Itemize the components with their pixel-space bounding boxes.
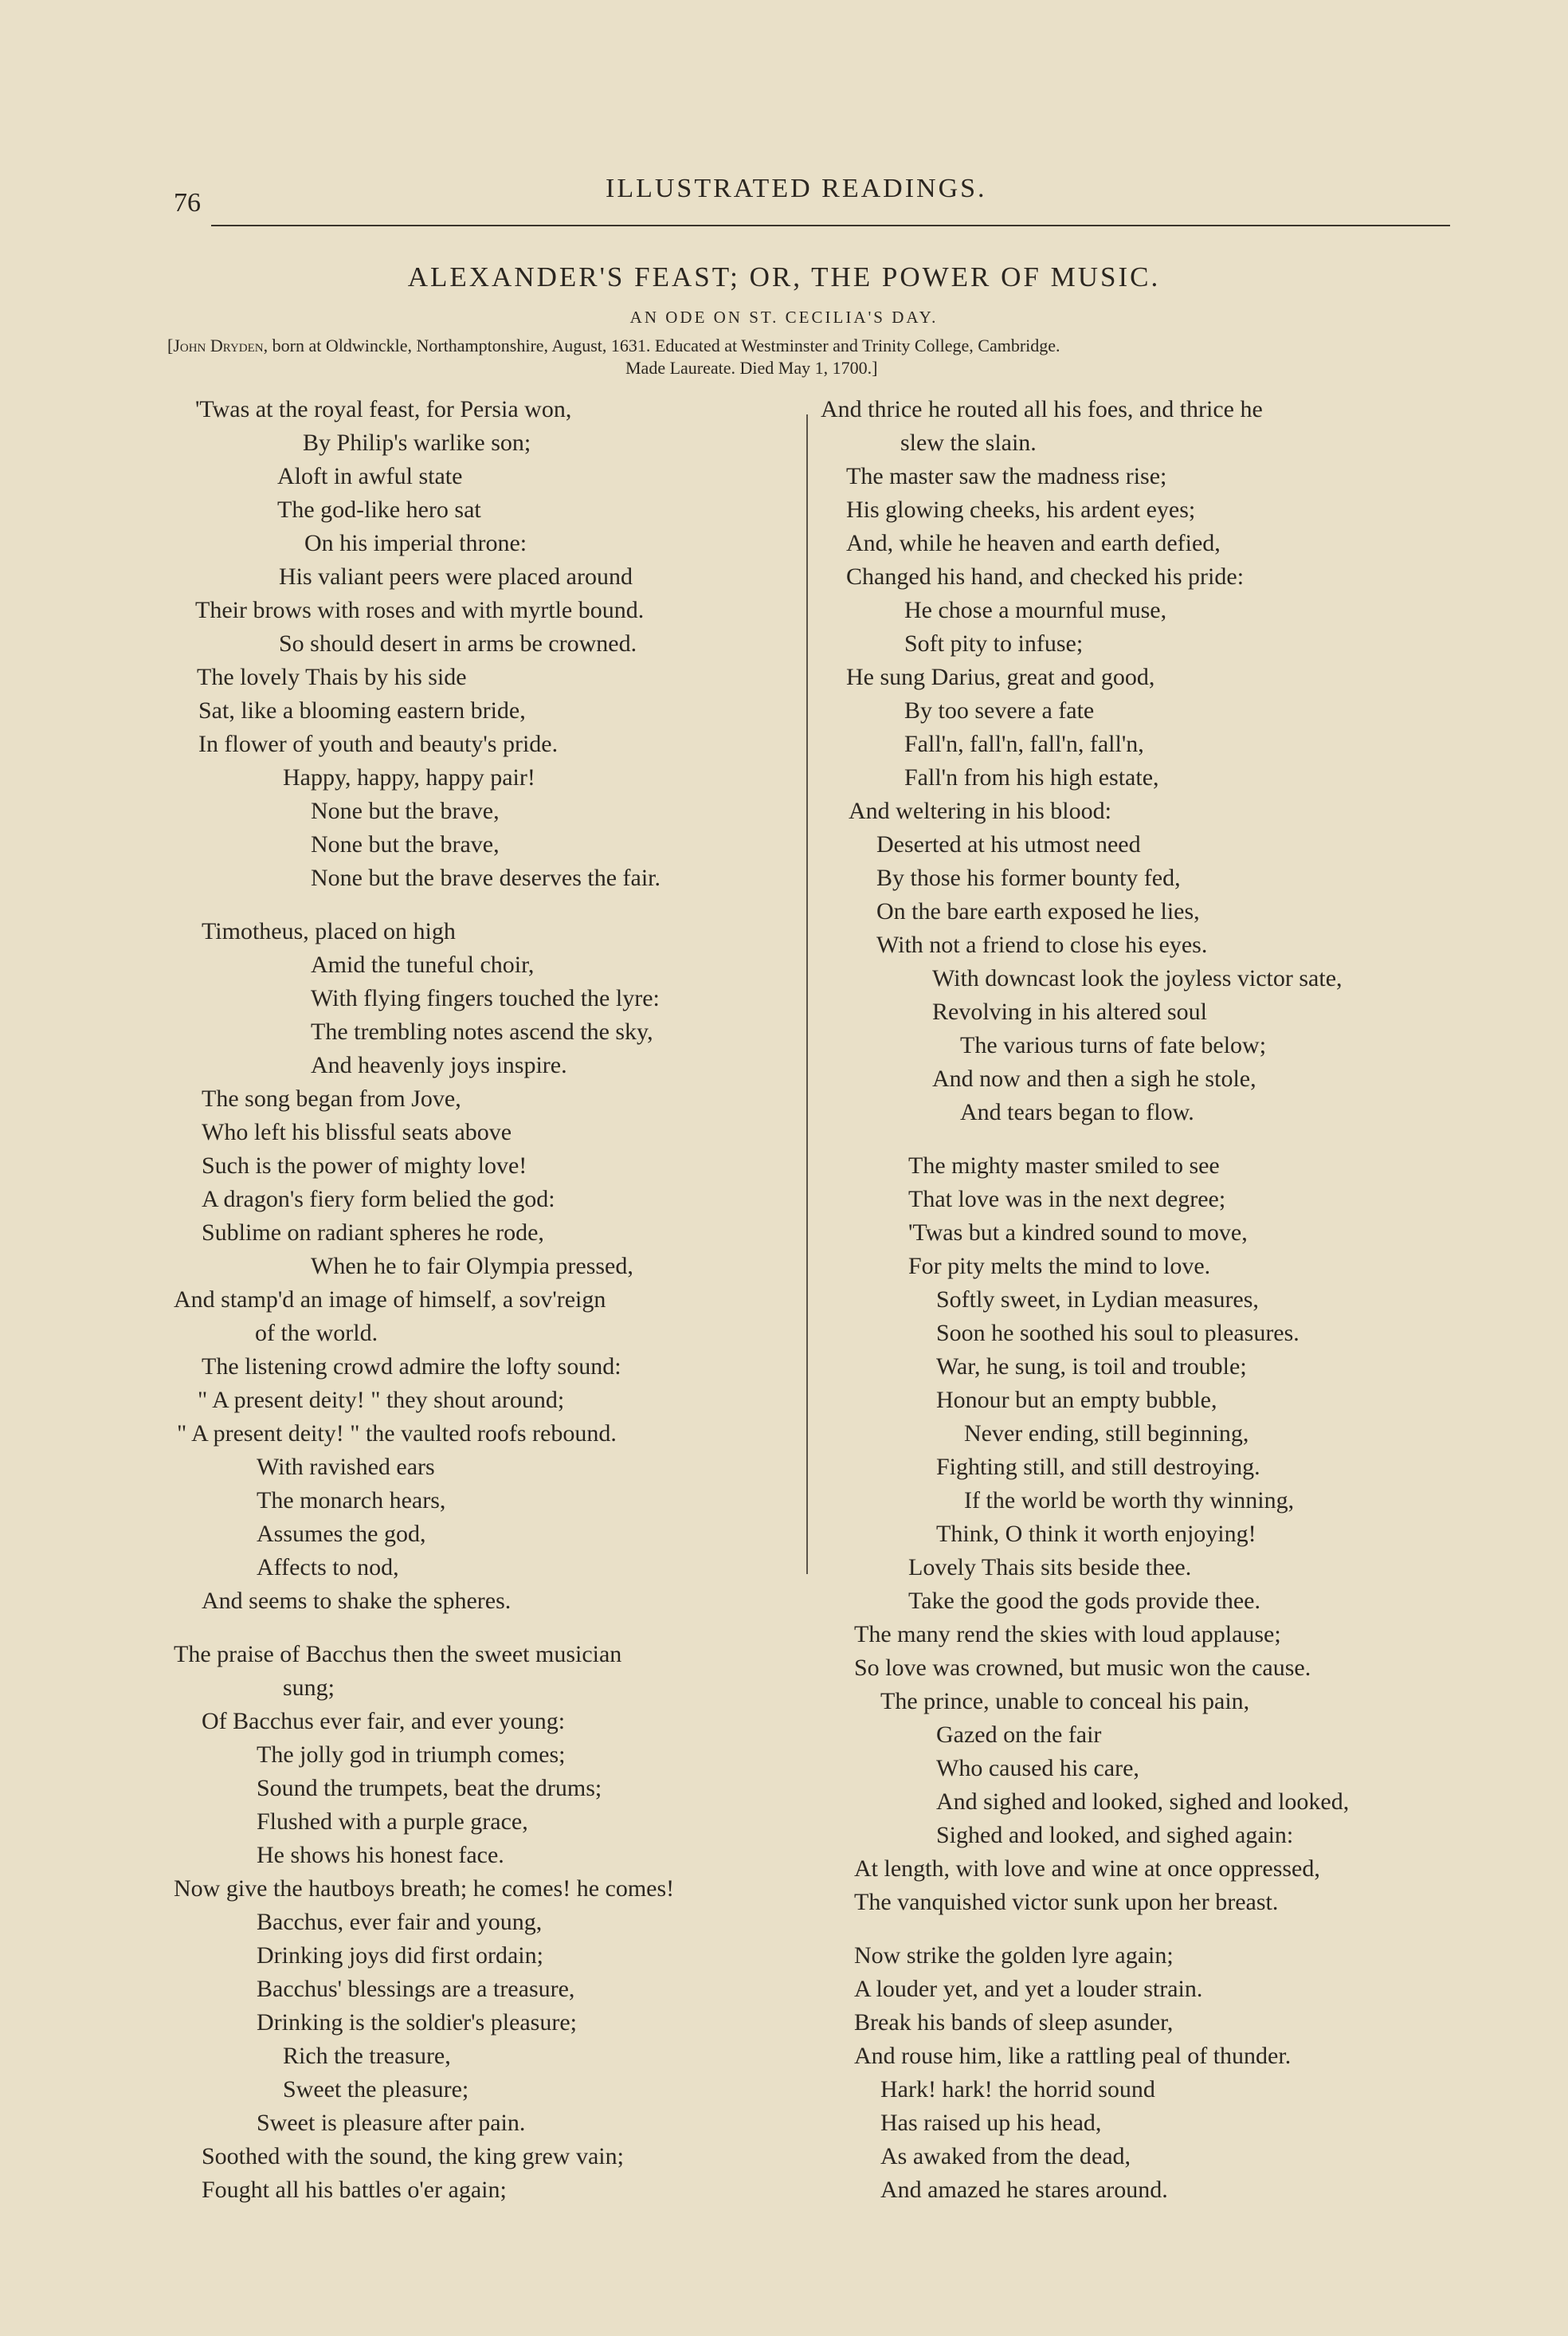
right-verse-line: The prince, unable to conceal his pain, — [880, 1688, 1250, 1714]
right-verse-line: That love was in the next degree; — [908, 1186, 1226, 1212]
right-verse-line: Softly sweet, in Lydian measures, — [936, 1286, 1259, 1313]
right-verse-line: For pity melts the mind to love. — [908, 1253, 1211, 1279]
right-verse-line: And now and then a sigh he stole, — [932, 1066, 1256, 1092]
left-verse-line: of the world. — [255, 1320, 378, 1346]
right-verse-line: Changed his hand, and checked his pride: — [846, 563, 1245, 590]
right-verse-line: Fighting still, and still destroying. — [936, 1454, 1260, 1480]
left-verse-line: The lovely Thais by his side — [197, 664, 467, 690]
left-verse-line: Drinking joys did first ordain; — [257, 1942, 543, 1969]
right-verse-line: So love was crowned, but music won the cause. — [854, 1655, 1311, 1681]
left-verse-line: None but the brave, — [311, 798, 500, 824]
right-verse-line: Deserted at his utmost need — [876, 831, 1141, 858]
right-verse-line: Fall'n, fall'n, fall'n, fall'n, — [904, 731, 1144, 757]
right-verse-line: Now strike the golden lyre again; — [854, 1942, 1174, 1969]
left-verse-line: Sat, like a blooming eastern bride, — [198, 697, 526, 724]
left-verse-line: Of Bacchus ever fair, and ever young: — [202, 1708, 566, 1734]
right-verse-line: The vanquished victor sunk upon her breast. — [854, 1889, 1279, 1915]
right-verse-line: Take the good the gods provide thee. — [908, 1588, 1260, 1614]
left-verse-line: Flushed with a purple grace, — [257, 1808, 528, 1835]
left-verse-line: None but the brave deserves the fair. — [311, 865, 661, 891]
right-verse-line: Honour but an empty bubble, — [936, 1387, 1217, 1413]
left-verse-line: And heavenly joys inspire. — [311, 1052, 567, 1078]
left-verse-line: The trembling notes ascend the sky, — [311, 1019, 653, 1045]
left-verse-line: Rich the treasure, — [283, 2043, 451, 2069]
right-verse-line: The mighty master smiled to see — [908, 1152, 1220, 1179]
left-verse-line: By Philip's warlike son; — [303, 430, 531, 456]
left-verse-line: Bacchus, ever fair and young, — [257, 1909, 543, 1935]
right-verse-line: Soft pity to infuse; — [904, 630, 1084, 657]
left-verse-line: Bacchus' blessings are a treasure, — [257, 1976, 575, 2002]
left-verse-line: None but the brave, — [311, 831, 500, 858]
right-verse-line: And weltering in his blood: — [849, 798, 1111, 824]
right-verse-line: Sighed and looked, and sighed again: — [936, 1822, 1294, 1848]
right-verse-line: And sighed and looked, sighed and looked, — [936, 1788, 1350, 1815]
left-verse-line: Their brows with roses and with myrtle bound. — [195, 597, 645, 623]
left-verse-line: Sweet the pleasure; — [283, 2076, 469, 2102]
poem-subtitle: AN ODE ON ST. CECILIA'S DAY. — [629, 308, 939, 327]
right-verse-line: By those his former bounty fed, — [876, 865, 1181, 891]
left-verse-line: His valiant peers were placed around — [279, 563, 633, 590]
left-verse-line: With flying fingers touched the lyre: — [311, 985, 660, 1011]
left-verse-line: When he to fair Olympia pressed, — [311, 1253, 633, 1279]
left-verse-line: The song began from Jove, — [202, 1086, 461, 1112]
left-verse-line: Sound the trumpets, beat the drums; — [257, 1775, 602, 1801]
left-verse-line: Happy, happy, happy pair! — [283, 764, 535, 791]
left-verse-line: " A present deity! " they shout around; — [198, 1387, 565, 1413]
right-verse-line: 'Twas but a kindred sound to move, — [908, 1219, 1248, 1246]
left-verse-line: Timotheus, placed on high — [202, 918, 456, 944]
right-verse-line: War, he sung, is toil and trouble; — [936, 1353, 1247, 1380]
left-verse-line: So should desert in arms be crowned. — [279, 630, 637, 657]
right-verse-line: By too severe a fate — [904, 697, 1095, 724]
right-verse-line: He chose a mournful muse, — [904, 597, 1167, 623]
right-verse-line: Think, O think it worth enjoying! — [936, 1521, 1256, 1547]
left-verse-line: The praise of Bacchus then the sweet musician — [174, 1641, 622, 1667]
right-verse-line: With not a friend to close his eyes. — [876, 932, 1208, 958]
right-verse-line: Revolving in his altered soul — [932, 999, 1207, 1025]
right-verse-line: On the bare earth exposed he lies, — [876, 898, 1200, 925]
left-verse-line: The jolly god in triumph comes; — [257, 1741, 566, 1768]
right-verse-line: Hark! hark! the horrid sound — [880, 2076, 1155, 2102]
right-verse-line: Soon he soothed his soul to pleasures. — [936, 1320, 1299, 1346]
author-credit — [167, 335, 1458, 379]
left-verse-line: The monarch hears, — [257, 1487, 446, 1513]
right-verse-line: And amazed he stares around. — [880, 2177, 1168, 2203]
right-verse-line: Never ending, still beginning, — [964, 1420, 1249, 1447]
left-verse-line: He shows his honest face. — [257, 1842, 504, 1868]
right-verse-line: Who caused his care, — [936, 1755, 1139, 1781]
left-verse-line: Sweet is pleasure after pain. — [257, 2110, 526, 2136]
left-verse-line: Amid the tuneful choir, — [311, 952, 535, 978]
left-verse-line: Sublime on radiant spheres he rode, — [202, 1219, 544, 1246]
right-verse-line: Fall'n from his high estate, — [904, 764, 1159, 791]
right-verse-line: Has raised up his head, — [880, 2110, 1102, 2136]
column-divider — [806, 414, 808, 1574]
right-verse-line: The various turns of fate below; — [960, 1032, 1267, 1058]
right-verse-line: The master saw the madness rise; — [846, 463, 1167, 489]
right-verse-line: slew the slain. — [900, 430, 1037, 456]
right-verse-line: And, while he heaven and earth defied, — [846, 530, 1221, 556]
left-verse-line: Assumes the god, — [257, 1521, 426, 1547]
left-verse-line: Who left his blissful seats above — [202, 1119, 512, 1145]
left-verse-line: Fought all his battles o'er again; — [202, 2177, 507, 2203]
left-verse-line: sung; — [283, 1674, 335, 1701]
right-verse-line: Break his bands of sleep asunder, — [854, 2009, 1174, 2036]
credit-line-2: Made Laureate. Died May 1, 1700.] — [625, 358, 878, 378]
right-verse-line: And thrice he routed all his foes, and thrice he — [821, 396, 1263, 422]
poem-title: ALEXANDER'S FEAST; OR, THE POWER OF MUSIC. — [407, 261, 1161, 292]
author-name: John Dryden — [173, 336, 264, 355]
right-verse-line: If the world be worth thy winning, — [964, 1487, 1295, 1513]
left-verse-line: In flower of youth and beauty's pride. — [198, 731, 559, 757]
right-verse-line: Gazed on the fair — [936, 1722, 1102, 1748]
left-verse-line: Soothed with the sound, the king grew vain; — [202, 2143, 624, 2169]
right-verse-line: With downcast look the joyless victor sate, — [932, 965, 1343, 991]
left-verse-line: Such is the power of mighty love! — [202, 1152, 527, 1179]
left-verse-line: Affects to nod, — [257, 1554, 399, 1580]
right-verse-line: His glowing cheeks, his ardent eyes; — [846, 497, 1196, 523]
left-verse-line: The listening crowd admire the lofty sound: — [202, 1353, 621, 1380]
right-verse-line: At length, with love and wine at once oppressed, — [854, 1855, 1320, 1882]
left-verse-line: 'Twas at the royal feast, for Persia won, — [195, 396, 572, 422]
left-verse-line: Drinking is the soldier's pleasure; — [257, 2009, 577, 2036]
left-verse-line: Aloft in awful state — [277, 463, 463, 489]
credit-line-1: , born at Oldwinckle, Northamptonshire, August, 1631. Educated at Westminster and Trinity College, Cambridge. — [263, 336, 1060, 355]
left-verse-line: A dragon's fiery form belied the god: — [202, 1186, 555, 1212]
left-verse-line: The god-like hero sat — [277, 497, 481, 523]
left-verse-line: And seems to shake the spheres. — [202, 1588, 512, 1614]
header-rule — [211, 225, 1450, 226]
right-verse-line: The many rend the skies with loud applause; — [854, 1621, 1281, 1647]
left-verse-line: And stamp'd an image of himself, a sov'reign — [174, 1286, 606, 1313]
credit-bracket: [ — [167, 336, 174, 355]
left-verse-line: " A present deity! " the vaulted roofs rebound. — [177, 1420, 617, 1447]
right-verse-line: As awaked from the dead, — [880, 2143, 1131, 2169]
right-verse-line: He sung Darius, great and good, — [846, 664, 1155, 690]
right-verse-line: A louder yet, and yet a louder strain. — [854, 1976, 1203, 2002]
right-verse-line: And tears began to flow. — [960, 1099, 1194, 1125]
right-verse-line: And rouse him, like a rattling peal of thunder. — [854, 2043, 1292, 2069]
running-title: ILLUSTRATED READINGS. — [606, 174, 987, 203]
page-number: 76 — [174, 188, 201, 218]
left-verse-line: With ravished ears — [257, 1454, 435, 1480]
right-verse-line: Lovely Thais sits beside thee. — [908, 1554, 1192, 1580]
left-verse-line: Now give the hautboys breath; he comes! he comes! — [174, 1875, 675, 1902]
left-verse-line: On his imperial throne: — [304, 530, 527, 556]
